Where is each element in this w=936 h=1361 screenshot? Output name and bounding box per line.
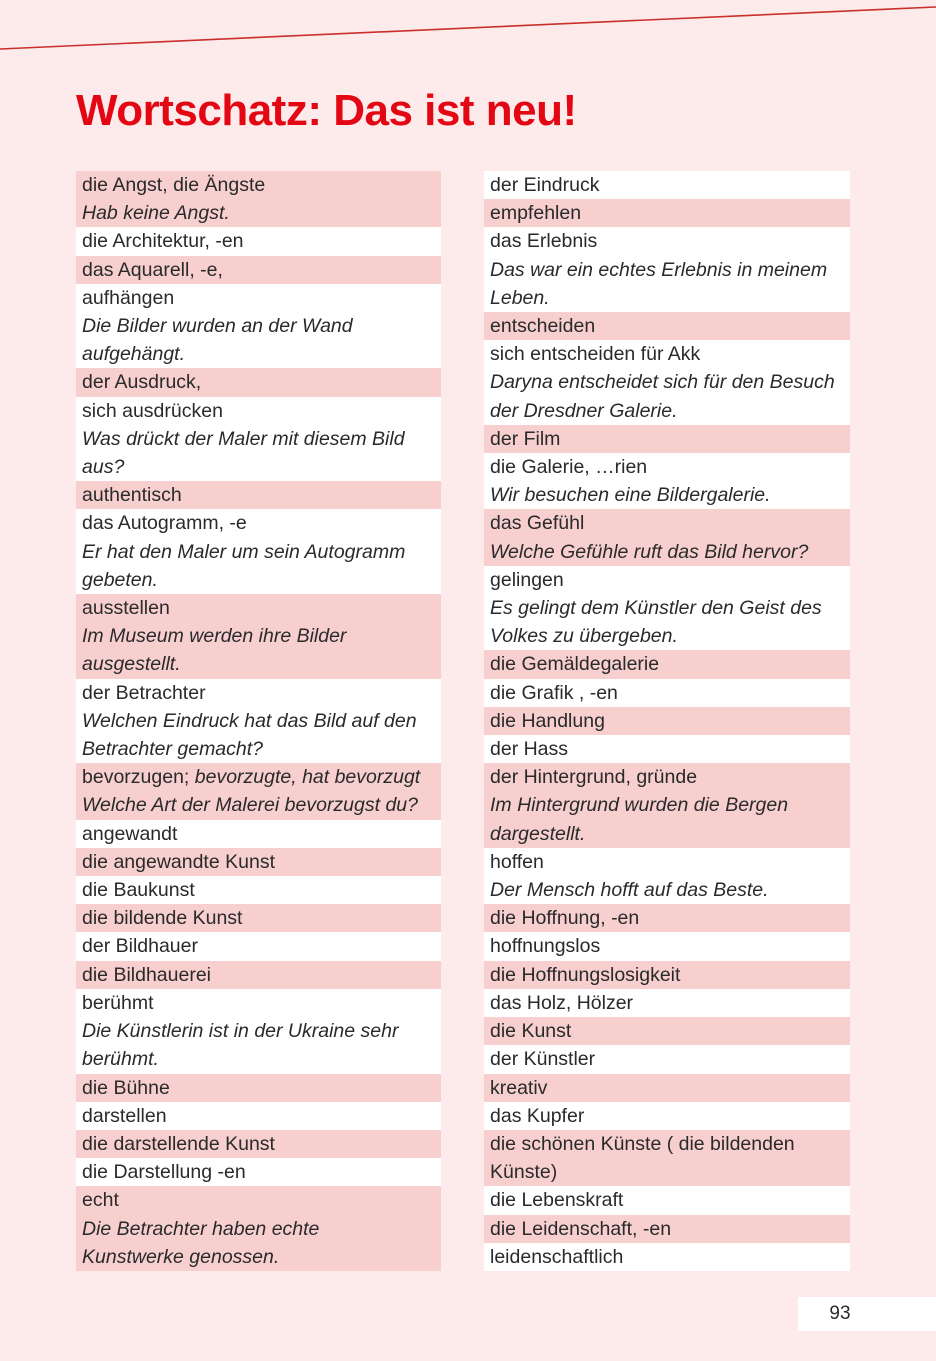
line-text: Der Mensch hofft auf das Beste. bbox=[490, 879, 769, 902]
vocab-word bbox=[82, 1102, 435, 1130]
vocab-word bbox=[82, 397, 435, 425]
example-sentence bbox=[82, 199, 435, 227]
line-text: Hab keine Angst. bbox=[82, 202, 230, 225]
vocab-entry bbox=[484, 989, 850, 1017]
line-text: das Holz, Hölzer bbox=[490, 991, 634, 1014]
vocab-word bbox=[82, 1158, 435, 1186]
vocab-entry bbox=[484, 199, 850, 227]
vocab-word bbox=[82, 171, 435, 199]
vocab-entry bbox=[484, 735, 850, 763]
vocab-entry bbox=[484, 566, 850, 651]
vocab-word bbox=[82, 904, 435, 932]
vocab-word bbox=[82, 1186, 435, 1214]
vocab-word bbox=[82, 227, 435, 255]
example-sentence bbox=[82, 735, 435, 763]
page-title: Wortschatz: Das ist neu! bbox=[76, 86, 577, 135]
line-text: das Kupfer bbox=[490, 1104, 585, 1127]
vocab-entry bbox=[484, 650, 850, 678]
example-sentence bbox=[82, 425, 435, 453]
line-text: die Galerie, …rien bbox=[490, 456, 648, 479]
vocab-entry bbox=[76, 876, 441, 904]
vocab-entry bbox=[484, 679, 850, 707]
vocab-word bbox=[490, 763, 844, 791]
vocab-word bbox=[490, 425, 844, 453]
line-text: Welche Gefühle ruft das Bild hervor? bbox=[490, 540, 809, 563]
vocab-entry bbox=[76, 679, 441, 764]
line-text: Welchen Eindruck hat das Bild auf den bbox=[82, 709, 417, 732]
example-sentence bbox=[82, 650, 435, 678]
line-text: die Hoffnungslosigkeit bbox=[490, 963, 681, 986]
example-sentence bbox=[82, 538, 435, 566]
line-text: berühmt. bbox=[82, 1048, 159, 1071]
vocab-entry bbox=[484, 932, 850, 960]
line-text: Er hat den Maler um sein Autogramm bbox=[82, 540, 406, 563]
vocab-word bbox=[82, 1130, 435, 1158]
line-text: die Kunst bbox=[490, 1020, 572, 1043]
example-sentence bbox=[490, 538, 844, 566]
line-text: kreativ bbox=[490, 1076, 548, 1099]
line-text: die bildende Kunst bbox=[82, 907, 243, 930]
example-sentence bbox=[490, 820, 844, 848]
example-sentence bbox=[490, 876, 844, 904]
line-text: leidenschaftlich bbox=[490, 1245, 624, 1268]
vocab-entry bbox=[76, 594, 441, 679]
vocab-entry bbox=[76, 509, 441, 594]
line-text: der Betrachter bbox=[82, 681, 206, 704]
vocab-entry bbox=[484, 1186, 850, 1214]
vocab-word bbox=[490, 735, 844, 763]
vocab-word bbox=[82, 876, 435, 904]
vocab-word bbox=[82, 989, 435, 1017]
example-sentence bbox=[490, 594, 844, 622]
vocab-word bbox=[82, 1074, 435, 1102]
vocab-word bbox=[490, 989, 844, 1017]
line-text: Wir besuchen eine Bildergalerie. bbox=[490, 484, 771, 507]
example-sentence bbox=[490, 368, 844, 396]
vocab-word bbox=[490, 679, 844, 707]
line-text: sich entscheiden für Akk bbox=[490, 343, 701, 366]
example-sentence bbox=[82, 453, 435, 481]
line-text: authentisch bbox=[82, 484, 182, 507]
line-text: die Hoffnung, -en bbox=[490, 907, 640, 930]
vocab-word bbox=[82, 961, 435, 989]
line-text: gelingen bbox=[490, 568, 564, 591]
line-text: die Bühne bbox=[82, 1076, 170, 1099]
line-text: die Handlung bbox=[490, 709, 605, 732]
vocab-entry bbox=[484, 1215, 850, 1243]
example-sentence bbox=[490, 481, 844, 509]
line-text: darstellen bbox=[82, 1104, 167, 1127]
vocab-word bbox=[490, 1045, 844, 1073]
line-text: die darstellende Kunst bbox=[82, 1132, 275, 1155]
vocab-word bbox=[490, 961, 844, 989]
vocab-entry bbox=[76, 481, 441, 509]
example-sentence bbox=[490, 397, 844, 425]
vocab-entry bbox=[76, 256, 441, 284]
vocab-word bbox=[82, 932, 435, 960]
vocab-entry bbox=[484, 453, 850, 509]
line-text: Leben. bbox=[490, 286, 550, 309]
vocab-entry bbox=[484, 171, 850, 199]
vocab-entry bbox=[484, 227, 850, 312]
vocab-entry bbox=[484, 904, 850, 932]
line-text: der Eindruck bbox=[490, 174, 600, 196]
vocab-entry bbox=[484, 340, 850, 425]
vocab-entry bbox=[76, 961, 441, 989]
vocab-word bbox=[490, 453, 844, 481]
page-number-box bbox=[798, 1297, 936, 1331]
line-text: das Gefühl bbox=[490, 512, 585, 535]
example-sentence bbox=[82, 1017, 435, 1045]
vocab-word bbox=[490, 171, 844, 199]
line-text: Die Bilder wurden an der Wand bbox=[82, 315, 353, 338]
vocab-word bbox=[490, 566, 844, 594]
line-text: die Bildhauerei bbox=[82, 963, 212, 986]
vocab-entry bbox=[76, 1158, 441, 1186]
line-text: hoffnungslos bbox=[490, 935, 601, 958]
vocab-entry bbox=[484, 1045, 850, 1073]
line-text: der Hass bbox=[490, 738, 569, 761]
example-sentence bbox=[82, 1243, 435, 1271]
example-sentence bbox=[82, 791, 435, 819]
line-text: dargestellt. bbox=[490, 822, 586, 845]
vocab-word bbox=[490, 1102, 844, 1130]
line-text: das Autogramm, -e bbox=[82, 512, 247, 535]
page-number: 93 bbox=[829, 1303, 851, 1324]
vocab-word bbox=[82, 368, 435, 396]
vocab-entry bbox=[76, 1102, 441, 1130]
vocab-entry bbox=[76, 397, 441, 482]
line-text: Im Museum werden ihre Bilder bbox=[82, 625, 347, 648]
line-text: ausstellen bbox=[82, 597, 170, 620]
vocab-entry bbox=[76, 989, 441, 1074]
line-text: entscheiden bbox=[490, 315, 596, 338]
line-text: das Erlebnis bbox=[490, 230, 598, 253]
line-text: die Grafik , -en bbox=[490, 681, 618, 704]
line-text: der Künstler bbox=[490, 1048, 596, 1071]
vocab-entry bbox=[76, 284, 441, 369]
line-text: die Angst, die Ängste bbox=[82, 174, 266, 196]
example-sentence bbox=[490, 622, 844, 650]
vocab-entry bbox=[76, 1074, 441, 1102]
vocab-entry bbox=[76, 848, 441, 876]
line-text: die Baukunst bbox=[82, 879, 195, 902]
line-text: ausgestellt. bbox=[82, 653, 181, 676]
vocab-word bbox=[490, 650, 844, 678]
line-text: sich ausdrücken bbox=[82, 399, 223, 422]
vocab-word bbox=[490, 1130, 844, 1158]
vocab-word bbox=[490, 1074, 844, 1102]
vocab-entry bbox=[484, 425, 850, 453]
vocab-word bbox=[82, 594, 435, 622]
vocab-entry bbox=[484, 312, 850, 340]
line-text: die Lebenskraft bbox=[490, 1189, 624, 1212]
vocab-entry bbox=[76, 763, 441, 819]
line-text: Daryna entscheidet sich für den Besuch bbox=[490, 371, 835, 394]
verb-forms: bevorzugte, hat bevorzugt bbox=[194, 766, 421, 789]
vocab-entry bbox=[484, 763, 850, 848]
line-text: Kunstwerke genossen. bbox=[82, 1245, 280, 1268]
vocab-word bbox=[82, 763, 435, 791]
vocab-word bbox=[490, 932, 844, 960]
vocab-entry bbox=[484, 1243, 850, 1271]
line-text: Im Hintergrund wurden die Bergen bbox=[490, 794, 789, 817]
line-text: Betrachter gemacht? bbox=[82, 738, 264, 761]
vocab-word bbox=[82, 820, 435, 848]
example-sentence bbox=[82, 1045, 435, 1073]
vocab-word bbox=[490, 1215, 844, 1243]
vocab-word bbox=[490, 227, 844, 255]
vocab-word bbox=[82, 481, 435, 509]
example-sentence bbox=[490, 791, 844, 819]
line-text: die schönen Künste ( die bildenden bbox=[490, 1132, 795, 1155]
line-text: der Bildhauer bbox=[82, 935, 198, 958]
vocab-word bbox=[490, 509, 844, 537]
example-sentence bbox=[490, 284, 844, 312]
vocab-entry bbox=[76, 1186, 441, 1271]
line-text: Die Betrachter haben echte bbox=[82, 1217, 320, 1240]
vocab-entry bbox=[76, 171, 441, 227]
example-sentence bbox=[82, 707, 435, 735]
vocab-word bbox=[490, 904, 844, 932]
line-text: Das war ein echtes Erlebnis in meinem bbox=[490, 258, 828, 281]
example-sentence bbox=[82, 566, 435, 594]
line-text: gebeten. bbox=[82, 568, 158, 591]
line-text: der Hintergrund, gründe bbox=[490, 766, 698, 789]
vocab-entry bbox=[76, 368, 441, 396]
line-text: der Dresdner Galerie. bbox=[490, 399, 678, 422]
line-text: Die Künstlerin ist in der Ukraine sehr bbox=[82, 1020, 399, 1043]
example-sentence bbox=[82, 312, 435, 340]
line-text: aufhängen bbox=[82, 286, 175, 309]
line-text: Es gelingt dem Künstler den Geist des bbox=[490, 597, 822, 620]
line-text: aufgehängt. bbox=[82, 343, 186, 366]
vocab-entry bbox=[76, 227, 441, 255]
vocab-entry bbox=[484, 961, 850, 989]
vocab-word bbox=[490, 1243, 844, 1271]
vocab-entry bbox=[484, 509, 850, 565]
line-text: bevorzugen; bbox=[82, 766, 190, 789]
example-sentence bbox=[82, 340, 435, 368]
vocab-word bbox=[490, 707, 844, 735]
vocab-word bbox=[490, 199, 844, 227]
vocab-word bbox=[490, 340, 844, 368]
line-text: angewandt bbox=[82, 822, 178, 845]
vocab-word bbox=[490, 1158, 844, 1186]
line-text: die Leidenschaft, -en bbox=[490, 1217, 672, 1240]
vocab-word bbox=[82, 256, 435, 284]
vocab-word bbox=[82, 848, 435, 876]
vocab-entry bbox=[484, 1017, 850, 1045]
vocab-entry bbox=[484, 707, 850, 735]
line-text: die Architektur, -en bbox=[82, 230, 244, 253]
vocab-word bbox=[82, 284, 435, 312]
vocab-word bbox=[490, 1186, 844, 1214]
line-text: aus? bbox=[82, 456, 125, 479]
line-text: Was drückt der Maler mit diesem Bild bbox=[82, 427, 405, 450]
example-sentence bbox=[82, 622, 435, 650]
line-text: empfehlen bbox=[490, 202, 582, 225]
line-text: Volkes zu übergeben. bbox=[490, 625, 678, 648]
line-text: hoffen bbox=[490, 850, 544, 873]
vocab-word bbox=[82, 679, 435, 707]
line-text: der Ausdruck, bbox=[82, 371, 202, 394]
vocabulary-column-left bbox=[76, 171, 441, 1271]
line-text: der Film bbox=[490, 427, 561, 450]
vocab-entry bbox=[484, 1102, 850, 1130]
vocab-entry bbox=[76, 820, 441, 848]
vocab-word bbox=[490, 848, 844, 876]
vocab-entry bbox=[484, 848, 850, 904]
example-sentence bbox=[490, 256, 844, 284]
line-text: das Aquarell, -e, bbox=[82, 258, 223, 281]
example-sentence bbox=[82, 1215, 435, 1243]
line-text: die Gemäldegalerie bbox=[490, 653, 660, 676]
vocab-entry bbox=[484, 1074, 850, 1102]
line-text: die Darstellung -en bbox=[82, 1161, 246, 1184]
vocab-entry bbox=[76, 904, 441, 932]
top-decorative-line bbox=[0, 0, 936, 60]
vocab-word bbox=[82, 509, 435, 537]
vocabulary-column-right bbox=[484, 171, 850, 1271]
line-text: echt bbox=[82, 1189, 119, 1212]
vocab-entry bbox=[76, 1130, 441, 1158]
vocab-entry bbox=[484, 1130, 850, 1186]
vocab-entry bbox=[76, 932, 441, 960]
line-text: Künste) bbox=[490, 1161, 558, 1184]
line-text: Welche Art der Malerei bevorzugst du? bbox=[82, 794, 418, 817]
line-text: die angewandte Kunst bbox=[82, 850, 275, 873]
vocab-word bbox=[490, 312, 844, 340]
vocab-word bbox=[490, 1017, 844, 1045]
line-text: berühmt bbox=[82, 991, 154, 1014]
